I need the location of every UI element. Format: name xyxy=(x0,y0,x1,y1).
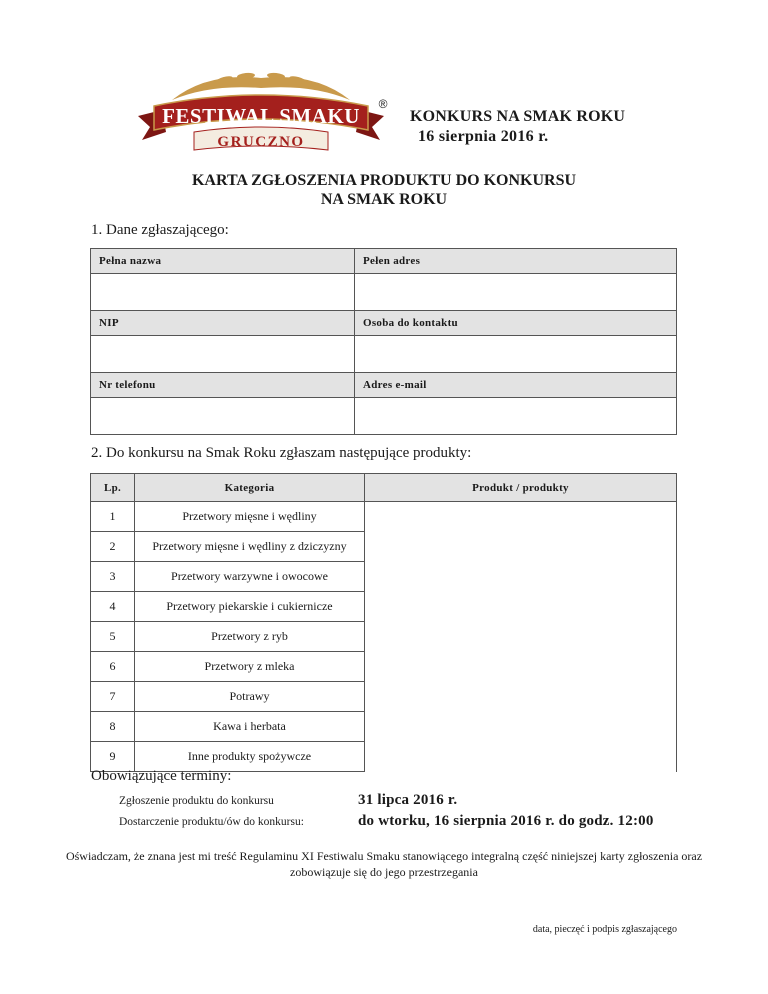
phone-field[interactable] xyxy=(91,398,355,435)
category-cell: Przetwory warzywne i owocowe xyxy=(135,562,365,592)
products-input-area[interactable] xyxy=(365,502,677,772)
contact-person-field[interactable] xyxy=(355,336,677,373)
row-number: 6 xyxy=(91,652,135,682)
form-title-line-2: NA SMAK ROKU xyxy=(320,191,448,208)
row-number: 7 xyxy=(91,682,135,712)
row-number: 8 xyxy=(91,712,135,742)
phone-label: Nr telefonu xyxy=(91,373,355,398)
delivery-deadline-value: do wtorku, 16 sierpnia 2016 r. do godz. 12:00 xyxy=(358,813,654,829)
full-address-field[interactable] xyxy=(355,274,677,311)
row-number: 3 xyxy=(91,562,135,592)
row-number: 5 xyxy=(91,622,135,652)
category-cell: Przetwory mięsne i wędliny z dziczyzny xyxy=(135,532,365,562)
registration-deadline-label: Zgłoszenie produktu do konkursu xyxy=(119,795,274,807)
section-2-heading: 2. Do konkursu na Smak Roku zgłaszam następujące produkty: xyxy=(91,445,472,461)
category-cell: Przetwory mięsne i wędliny xyxy=(135,502,365,532)
row-number: 9 xyxy=(91,742,135,772)
section-1-heading: 1. Dane zgłaszającego: xyxy=(91,222,229,238)
product-column-header: Produkt / produkty xyxy=(365,474,677,502)
full-name-label: Pełna nazwa xyxy=(91,249,355,274)
row-number: 4 xyxy=(91,592,135,622)
category-cell: Przetwory piekarskie i cukiernicze xyxy=(135,592,365,622)
logo-location: GRUCZNO xyxy=(217,134,305,150)
applicant-data-table xyxy=(90,248,677,435)
nip-field[interactable] xyxy=(91,336,355,373)
lp-column-header: Lp. xyxy=(91,474,135,502)
nip-label: NIP xyxy=(91,311,355,336)
table-row xyxy=(91,502,677,532)
category-cell: Inne produkty spożywcze xyxy=(135,742,365,772)
category-cell: Kawa i herbata xyxy=(135,712,365,742)
row-number: 2 xyxy=(91,532,135,562)
category-cell: Przetwory z ryb xyxy=(135,622,365,652)
row-number: 1 xyxy=(91,502,135,532)
contact-person-label: Osoba do kontaktu xyxy=(355,311,677,336)
category-column-header: Kategoria xyxy=(135,474,365,502)
email-label: Adres e-mail xyxy=(355,373,677,398)
declaration-text: Oświadczam, że znana jest mi treść Regulaminu XI Festiwalu Smaku stanowiącego integralną część niniejszej karty zgłoszenia oraz zobowiązuje się do jego przestrzegania xyxy=(65,849,703,879)
registration-deadline-value: 31 lipca 2016 r. xyxy=(358,792,458,808)
delivery-deadline-label: Dostarczenie produktu/ów do konkursu: xyxy=(119,816,304,828)
festiwal-smaku-logo xyxy=(132,70,390,158)
products-table xyxy=(90,473,677,772)
contest-title: KONKURS NA SMAK ROKU xyxy=(410,108,626,125)
category-cell: Potrawy xyxy=(135,682,365,712)
form-title-line-1: KARTA ZGŁOSZENIA PRODUKTU DO KONKURSU xyxy=(191,172,577,189)
deadlines-heading: Obowiązujące terminy: xyxy=(91,768,232,784)
logo-name: FESTIWAL SMAKU xyxy=(162,104,360,128)
full-address-label: Pełen adres xyxy=(355,249,677,274)
category-cell: Przetwory z mleka xyxy=(135,652,365,682)
logo-graphic xyxy=(132,70,390,158)
email-field[interactable] xyxy=(355,398,677,435)
full-name-field[interactable] xyxy=(91,274,355,311)
contest-date: 16 sierpnia 2016 r. xyxy=(418,128,549,145)
signature-caption: data, pieczęć i podpis zgłaszającego xyxy=(532,924,677,935)
registered-mark-icon: ® xyxy=(378,97,388,111)
